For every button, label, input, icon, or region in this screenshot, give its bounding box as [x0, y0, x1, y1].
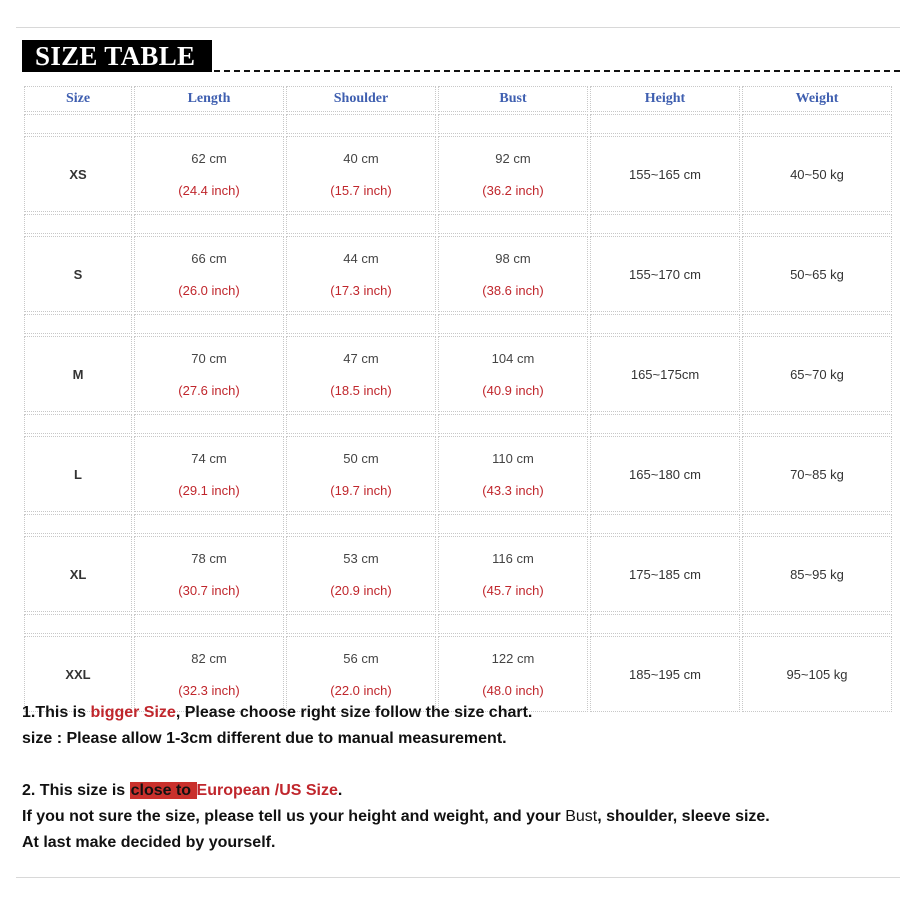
bust-cell: [438, 136, 588, 212]
weight-cell: 85~95 kg: [742, 536, 892, 612]
shoulder-inch-value: (19.7 inch): [330, 482, 392, 498]
table-row: [24, 136, 892, 212]
table-spacer-row: [24, 214, 892, 234]
length-inch-value: (32.3 inch): [178, 682, 240, 698]
note-4-bust: Bust: [565, 808, 598, 825]
note-line-2: size : Please allow 1-3cm different due to manual measurement.: [22, 730, 507, 747]
spacer-cell: [438, 514, 588, 534]
spacer-cell: [24, 314, 132, 334]
spacer-cell: [742, 614, 892, 634]
header-bust: Bust: [438, 86, 588, 112]
spacer-cell: [134, 614, 284, 634]
spacer-cell: [24, 614, 132, 634]
table-header-row: [24, 86, 892, 112]
header-length: Length: [134, 86, 284, 112]
size-cell: XS: [24, 136, 132, 212]
note-4-text-a: If you not sure the size, please tell us your height and weight, and your: [22, 808, 566, 825]
spacer-cell: [742, 214, 892, 234]
length-inch-value: (27.6 inch): [178, 382, 240, 398]
shoulder-cell: [286, 236, 436, 312]
height-cell: 155~165 cm: [590, 136, 740, 212]
spacer-cell: [286, 414, 436, 434]
spacer-cell: [438, 314, 588, 334]
note-line-5: At last make decided by yourself.: [22, 834, 276, 851]
spacer-cell: [24, 214, 132, 234]
shoulder-cell: [286, 136, 436, 212]
bust-cell: [438, 436, 588, 512]
height-cell: 165~180 cm: [590, 436, 740, 512]
bust-cm-value: 116 cm: [492, 550, 534, 566]
spacer-cell: [24, 114, 132, 134]
header-weight: Weight: [742, 86, 892, 112]
weight-cell: 70~85 kg: [742, 436, 892, 512]
size-cell: M: [24, 336, 132, 412]
bust-cm-value: 98 cm: [495, 250, 531, 266]
size-cell: XL: [24, 536, 132, 612]
weight-cell: 50~65 kg: [742, 236, 892, 312]
spacer-cell: [134, 514, 284, 534]
bust-cm-value: 104 cm: [491, 350, 535, 366]
bust-inch-value: (36.2 inch): [482, 182, 544, 198]
spacer-cell: [286, 614, 436, 634]
spacer-cell: [590, 314, 740, 334]
shoulder-cell: [286, 436, 436, 512]
shoulder-cm-value: 44 cm: [343, 250, 379, 266]
length-inch-value: (30.7 inch): [178, 582, 240, 598]
size-cell: S: [24, 236, 132, 312]
shoulder-inch-value: (17.3 inch): [330, 282, 392, 298]
spacer-cell: [590, 514, 740, 534]
shoulder-cm-value: 53 cm: [343, 550, 379, 566]
shoulder-cm-value: 50 cm: [343, 450, 379, 466]
top-divider: [16, 27, 900, 28]
shoulder-inch-value: (15.7 inch): [330, 182, 392, 198]
spacer-cell: [590, 414, 740, 434]
title-dashed-rule: [214, 70, 900, 72]
notes-spacer: [22, 752, 892, 778]
spacer-cell: [438, 414, 588, 434]
bust-inch-value: (40.9 inch): [482, 382, 544, 398]
note-4-text-c: , shoulder, sleeve size.: [597, 808, 770, 825]
spacer-cell: [286, 314, 436, 334]
length-cm-value: 70 cm: [191, 350, 227, 366]
spacer-cell: [286, 514, 436, 534]
shoulder-cell: [286, 536, 436, 612]
length-inch-value: (24.4 inch): [178, 182, 240, 198]
header-size: Size: [24, 86, 132, 112]
spacer-cell: [286, 114, 436, 134]
spacer-cell: [134, 114, 284, 134]
length-cm-value: 66 cm: [191, 250, 227, 266]
length-cm-value: 82 cm: [191, 650, 227, 666]
size-table: [22, 84, 894, 714]
shoulder-cm-value: 56 cm: [343, 650, 379, 666]
spacer-cell: [438, 114, 588, 134]
header-height: Height: [590, 86, 740, 112]
table-row: [24, 236, 892, 312]
length-cm-value: 74 cm: [191, 450, 227, 466]
size-notes: [22, 700, 892, 856]
height-cell: 165~175cm: [590, 336, 740, 412]
spacer-cell: [590, 614, 740, 634]
table-row: [24, 436, 892, 512]
bust-cell: [438, 336, 588, 412]
note-3-text-d: .: [337, 782, 343, 799]
table-row: [24, 536, 892, 612]
height-cell: 155~170 cm: [590, 236, 740, 312]
spacer-cell: [742, 514, 892, 534]
length-inch-value: (29.1 inch): [178, 482, 240, 498]
shoulder-inch-value: (20.9 inch): [330, 582, 392, 598]
table-spacer-row: [24, 114, 892, 134]
spacer-cell: [742, 314, 892, 334]
note-3-emphasis: European /US Size: [196, 782, 338, 799]
spacer-cell: [438, 614, 588, 634]
weight-cell: 40~50 kg: [742, 136, 892, 212]
bust-cell: [438, 236, 588, 312]
size-cell: XXL: [24, 636, 132, 712]
weight-cell: 95~105 kg: [742, 636, 892, 712]
length-cm-value: 78 cm: [191, 550, 227, 566]
spacer-cell: [438, 214, 588, 234]
spacer-cell: [134, 214, 284, 234]
length-cell: [134, 136, 284, 212]
length-cm-value: 62 cm: [191, 150, 227, 166]
note-3-highlight: close to: [130, 782, 196, 799]
height-cell: 175~185 cm: [590, 536, 740, 612]
spacer-cell: [742, 114, 892, 134]
height-cell: 185~195 cm: [590, 636, 740, 712]
bust-cm-value: 92 cm: [495, 150, 531, 166]
bust-inch-value: (43.3 inch): [482, 482, 544, 498]
length-cell: [134, 236, 284, 312]
spacer-cell: [286, 214, 436, 234]
spacer-cell: [134, 414, 284, 434]
weight-cell: 65~70 kg: [742, 336, 892, 412]
table-spacer-row: [24, 614, 892, 634]
bust-inch-value: (38.6 inch): [482, 282, 544, 298]
length-cell: [134, 336, 284, 412]
note-1-text-a: 1.This is: [22, 704, 91, 721]
header-shoulder: Shoulder: [286, 86, 436, 112]
spacer-cell: [742, 414, 892, 434]
page-title: SIZE TABLE: [22, 40, 212, 72]
shoulder-cm-value: 47 cm: [343, 350, 379, 366]
note-line-4: [22, 804, 892, 830]
table-row: [24, 336, 892, 412]
spacer-cell: [24, 414, 132, 434]
length-inch-value: (26.0 inch): [178, 282, 240, 298]
spacer-cell: [590, 114, 740, 134]
note-1-emphasis: bigger Size: [90, 704, 176, 721]
bottom-divider: [16, 877, 900, 878]
spacer-cell: [590, 214, 740, 234]
shoulder-cm-value: 40 cm: [343, 150, 379, 166]
bust-inch-value: (48.0 inch): [482, 682, 544, 698]
length-cell: [134, 436, 284, 512]
table-spacer-row: [24, 314, 892, 334]
shoulder-inch-value: (22.0 inch): [330, 682, 392, 698]
shoulder-cell: [286, 336, 436, 412]
length-cell: [134, 536, 284, 612]
bust-cell: [438, 536, 588, 612]
bust-cm-value: 110 cm: [492, 450, 534, 466]
shoulder-inch-value: (18.5 inch): [330, 382, 392, 398]
spacer-cell: [134, 314, 284, 334]
table-spacer-row: [24, 414, 892, 434]
note-3-text-a: 2. This size is: [22, 782, 130, 799]
bust-inch-value: (45.7 inch): [482, 582, 544, 598]
table-spacer-row: [24, 514, 892, 534]
note-1-text-c: , Please choose right size follow the size chart.: [175, 704, 533, 721]
note-line-3: [22, 778, 892, 804]
note-line-1: [22, 700, 892, 726]
bust-cm-value: 122 cm: [491, 650, 535, 666]
size-cell: L: [24, 436, 132, 512]
spacer-cell: [24, 514, 132, 534]
